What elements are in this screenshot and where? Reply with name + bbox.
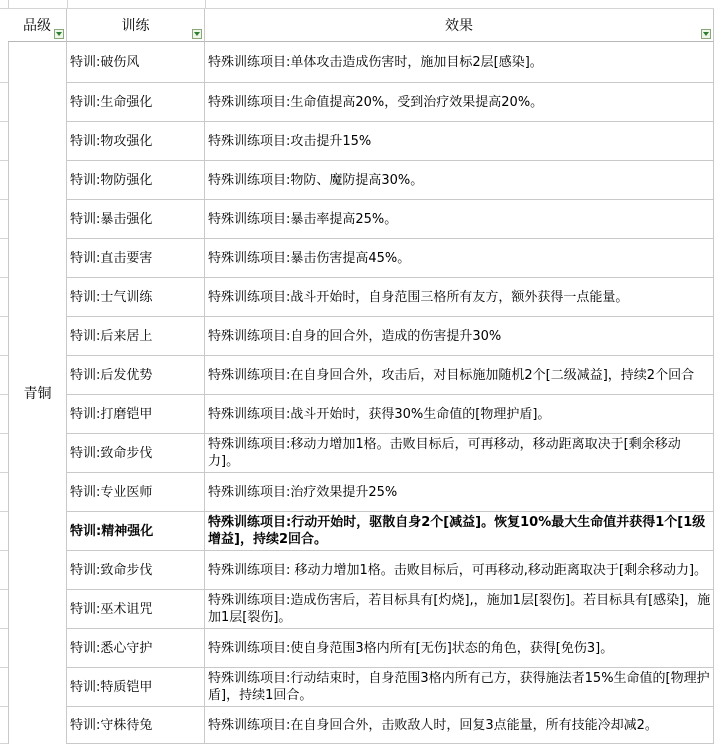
header-effect-label: 效果 [445, 18, 473, 34]
effect-cell[interactable] [205, 473, 714, 512]
effect-cell[interactable] [205, 356, 714, 395]
table-row [67, 42, 714, 83]
table-row [67, 395, 714, 434]
table-row [67, 512, 714, 551]
grade-value: 青铜 [23, 386, 52, 402]
training-cell[interactable]: 特训:专业医师 [67, 473, 205, 512]
effect-text: 特殊训练项目:战斗开始时，获得30%生命值的[物理护盾]。 [208, 406, 551, 422]
effect-cell[interactable] [205, 200, 714, 239]
training-cell[interactable]: 特训:精神强化 [67, 512, 205, 551]
training-cell[interactable]: 特训:打磨铠甲 [67, 395, 205, 434]
training-cell[interactable]: 特训:后发优势 [67, 356, 205, 395]
effect-text: 特殊训练项目:在自身回合外，攻击后，对目标施加随机2个[二级减益]，持续2个回合 [208, 367, 695, 383]
row-number-strip [0, 42, 8, 744]
table-row [67, 590, 714, 629]
effect-text: 特殊训练项目:暴击率提高25%。 [208, 211, 398, 227]
table-row [67, 239, 714, 278]
effect-cell[interactable] [205, 317, 714, 356]
training-cell[interactable]: 特训:守株待兔 [67, 707, 205, 744]
grade-cell[interactable] [8, 42, 67, 744]
table-row [67, 434, 714, 473]
filter-dropdown-grade-icon[interactable] [54, 29, 64, 39]
column-letter-strip [0, 0, 714, 9]
effect-text: 特殊训练项目:自身的回合外，造成的伤害提升30% [208, 328, 502, 344]
training-cell[interactable]: 特训:悉心守护 [67, 629, 205, 668]
effect-cell[interactable] [205, 434, 714, 473]
table-row [67, 83, 714, 122]
training-cell[interactable]: 特训:暴击强化 [67, 200, 205, 239]
table-row [67, 122, 714, 161]
effect-text: 特殊训练项目:移动力增加1格。击败目标后，可再移动，移动距离取决于[剩余移动力]。 [208, 437, 681, 469]
header-effect [205, 9, 714, 42]
training-cell[interactable]: 特训:特质铠甲 [67, 668, 205, 707]
header-grade [8, 9, 67, 42]
effect-cell[interactable] [205, 629, 714, 668]
effect-text: 特殊训练项目:在自身回合外，击败敌人时，回复3点能量，所有技能冷却减2。 [208, 717, 658, 733]
effect-text: 特殊训练项目:造成伤害后，若目标具有[灼烧],，施加1层[裂伤]。若目标具有[感染]，施加1层[裂伤]。 [208, 593, 711, 625]
effect-cell[interactable] [205, 83, 714, 122]
training-cell[interactable]: 特训:生命强化 [67, 83, 205, 122]
table-row [67, 707, 714, 744]
training-cell[interactable]: 特训:物攻强化 [67, 122, 205, 161]
table-row [67, 317, 714, 356]
training-cell[interactable]: 特训:直击要害 [67, 239, 205, 278]
filter-dropdown-effect-icon[interactable] [701, 29, 711, 39]
effect-cell[interactable] [205, 395, 714, 434]
training-cell[interactable]: 特训:士气训练 [67, 278, 205, 317]
effect-text: 特殊训练项目:战斗开始时，自身范围三格所有友方，额外获得一点能量。 [208, 289, 629, 305]
table-row [67, 161, 714, 200]
effect-cell[interactable] [205, 551, 714, 590]
effect-cell[interactable] [205, 161, 714, 200]
training-cell[interactable]: 特训:致命步伐 [67, 551, 205, 590]
effect-text: 特殊训练项目:攻击提升15% [208, 133, 372, 149]
training-cell[interactable]: 特训:物防强化 [67, 161, 205, 200]
effect-cell[interactable] [205, 239, 714, 278]
effect-text: 特殊训练项目: 移动力增加1格。击败目标后，可再移动,移动距离取决于[剩余移动力]。 [208, 562, 708, 578]
table-row [67, 356, 714, 395]
effect-text: 特殊训练项目:使自身范围3格内所有[无伤]状态的角色，获得[免伤3]。 [208, 640, 614, 656]
effect-cell[interactable] [205, 278, 714, 317]
effect-cell[interactable] [205, 42, 714, 83]
effect-text: 特殊训练项目:治疗效果提升25% [208, 484, 398, 500]
effect-cell[interactable] [205, 122, 714, 161]
effect-cell[interactable] [205, 512, 714, 551]
table-row [67, 473, 714, 512]
header-grade-label: 品级 [23, 18, 51, 34]
training-cell[interactable]: 特训:致命步伐 [67, 434, 205, 473]
effect-text: 特殊训练项目:物防、魔防提高30%。 [208, 172, 424, 188]
training-cell[interactable]: 特训:巫术诅咒 [67, 590, 205, 629]
table-row [67, 200, 714, 239]
header-training [67, 9, 205, 42]
table-row [67, 629, 714, 668]
table-row [67, 551, 714, 590]
effect-cell[interactable] [205, 707, 714, 744]
training-cell[interactable]: 特训:后来居上 [67, 317, 205, 356]
header-training-label: 训练 [121, 18, 150, 34]
effect-cell[interactable] [205, 668, 714, 707]
training-cell[interactable]: 特训:破伤风 [67, 42, 205, 83]
filter-dropdown-training-icon[interactable] [192, 29, 202, 39]
table-row [67, 668, 714, 707]
effect-text: 特殊训练项目:暴击伤害提高45%。 [208, 250, 411, 266]
effect-text: 特殊训练项目:单体攻击造成伤害时，施加目标2层[感染]。 [208, 54, 543, 70]
effect-text: 特殊训练项目:行动开始时，驱散自身2个[减益]。恢复10%最大生命值并获得1个[1级增益]，持续2回合。 [208, 515, 706, 547]
effect-text: 特殊训练项目:生命值提高20%，受到治疗效果提高20%。 [208, 94, 544, 110]
effect-text: 特殊训练项目:行动结束时，自身范围3格内所有己方，获得施法者15%生命值的[物理护盾]，持续1回合。 [208, 671, 710, 703]
table-row [67, 278, 714, 317]
effect-cell[interactable] [205, 590, 714, 629]
